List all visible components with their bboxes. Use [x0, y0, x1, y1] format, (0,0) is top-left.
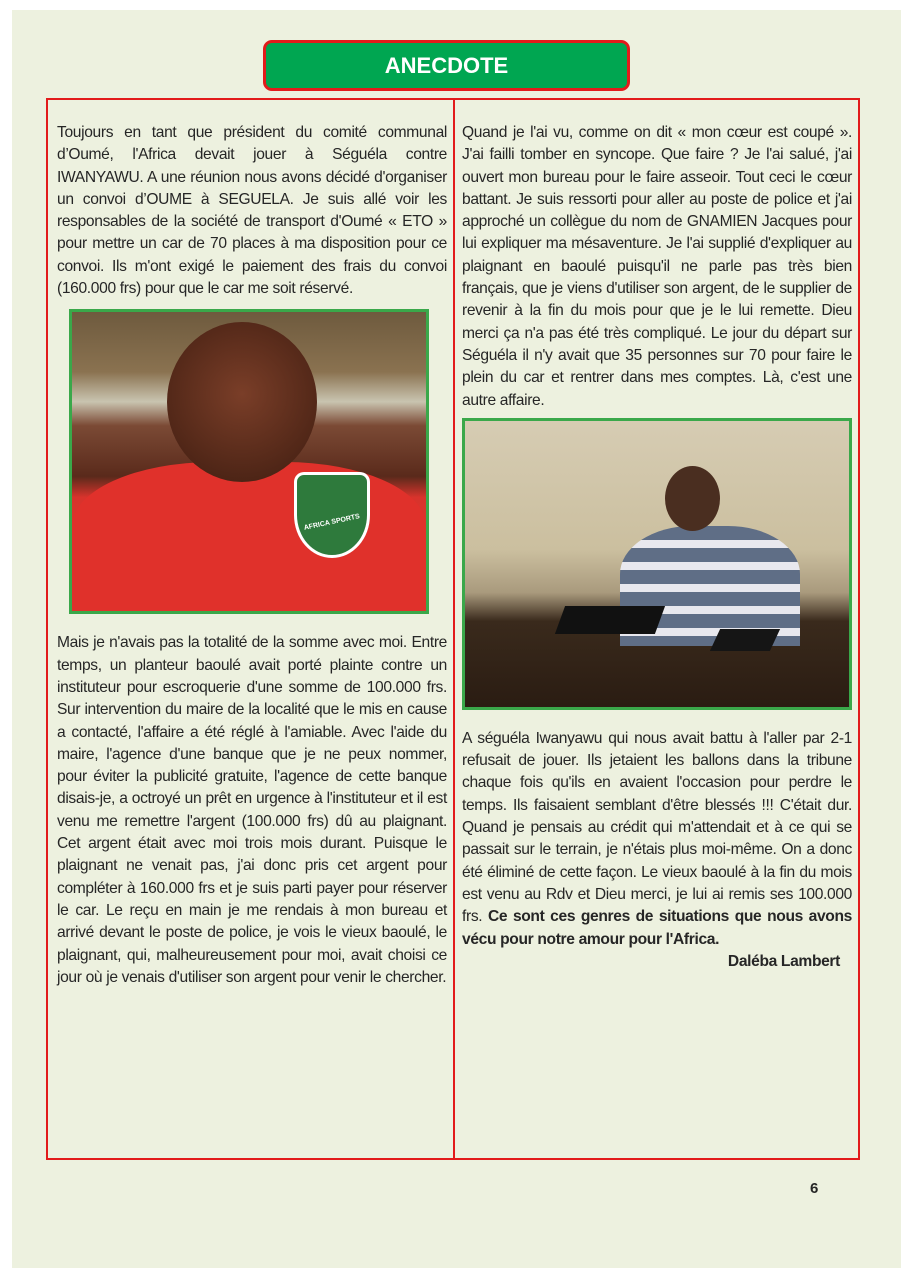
page-number: 6: [810, 1180, 819, 1197]
tablet: [555, 606, 665, 634]
africa-sports-logo: [294, 472, 370, 558]
face: [167, 322, 317, 482]
right-paragraph-2: [462, 728, 852, 951]
badge-text: AFRICA SPORTS: [303, 513, 361, 533]
left-paragraph-2: Mais je n'avais pas la totalité de la somme avec moi. Entre temps, un planteur baoulé avait porté plainte contre un instituteur pour escroquerie d'une somme de 100.000 frs. Sur intervention du maire de la localité que le mis en cause a contacté, l'affaire a été réglé à l'amiable. Avec l'aide du maire, l'agence d'une banque que je ne peux nommer, pour éviter la publicité gratuite, l'agence de cette banque disais-je, a octroyé un prêt en urgence à l'instituteur et il est venu me remettre l'argent (100.000 frs) dû au plaignant. Cet argent était avec moi trois mois durant. Puisque le plaignant ne venait pas, j'ai donc pris cet argent pour compléter à 160.000 frs et je suis parti payer pour réserver le car. Le reçu en main je me rendais à mon bureau et arrivé devant le poste de police, je vois le vieux baoulé, le plaignant, qui, malheureusement pour moi, avait choisi ce jour où je venais d'utiliser son argent pour venir le chercher.: [57, 634, 447, 986]
red-shirt: [72, 462, 426, 614]
right-column: [462, 122, 852, 973]
left-paragraph-1: Toujours en tant que président du comité communal d’Oumé, l'Africa devait jouer à Séguéla contre IWANYAWU. A une réunion nous avons décidé d'organiser un convoi d’OUME à SEGUELA. Je suis allé voir les responsables de la société de transport d'Oumé « ETO » pour mettre un car de 70 places à ma disposition pour ce convoi. Ils m'ont exigé le paiement des frais du convoi (160.000 frs) pour que le car me soit réservé.: [57, 124, 447, 298]
photo-man-at-table: [462, 418, 852, 710]
column-divider: [453, 100, 455, 1158]
left-column: [57, 122, 447, 989]
right-paragraph-2-text: A séguéla Iwanyawu qui nous avait battu à l'aller par 2-1 refusait de jouer. Ils jetaient les ballons dans la tribune chaque fois qu'ils en avaient l'occasion pour perdre le temps. Ils faisaient semblant d'être blessés !!! C'était dur. Quand je pensais au crédit qui m'attendait et à ce qui se passait sur le terrain, je n'étais plus moi-même. On a donc été éliminé de cette façon. Le vieux baoulé à la fin du mois est venu au Rdv et Dieu merci, je lui ai remis ses 100.000 frs.: [462, 729, 852, 926]
head: [665, 466, 720, 531]
right-paragraph-1: Quand je l'ai vu, comme on dit « mon cœur est coupé ». J'ai failli tomber en syncope. Que faire ? Je l'ai salué, j'ai ouvert mon bureau pour le faire asseoir. Tout ceci le cœur battant. Je suis ressorti pour aller au poste de police et j'ai approché un collègue du nom de GNAMIEN Jacques pour lui expliquer ma mésaventure. Je l'ai supplié d'expliquer au plaignant en baoulé puisqu'il ne parle pas très bien français, que je viens d'utiliser son argent, de le supplier de revenir à la fin du mois pour que je le lui remette. Dieu merci ça n'a pas été très compliqué. Le jour du départ sur Séguéla il n'y avait que 35 personnes sur 70 pour faire le plein du car et rentrer dans mes comptes. Là, c'est une autre affaire.: [462, 124, 852, 409]
phone: [710, 629, 780, 651]
article-frame: [46, 98, 860, 1160]
page-title: ANECDOTE: [263, 40, 630, 91]
photo-man-red-shirt: [69, 309, 429, 614]
author-signature: Daléba Lambert: [727, 952, 840, 970]
closing-statement: Ce sont ces genres de situations que nous avons vécu pour notre amour pour l'Africa.: [462, 908, 852, 948]
